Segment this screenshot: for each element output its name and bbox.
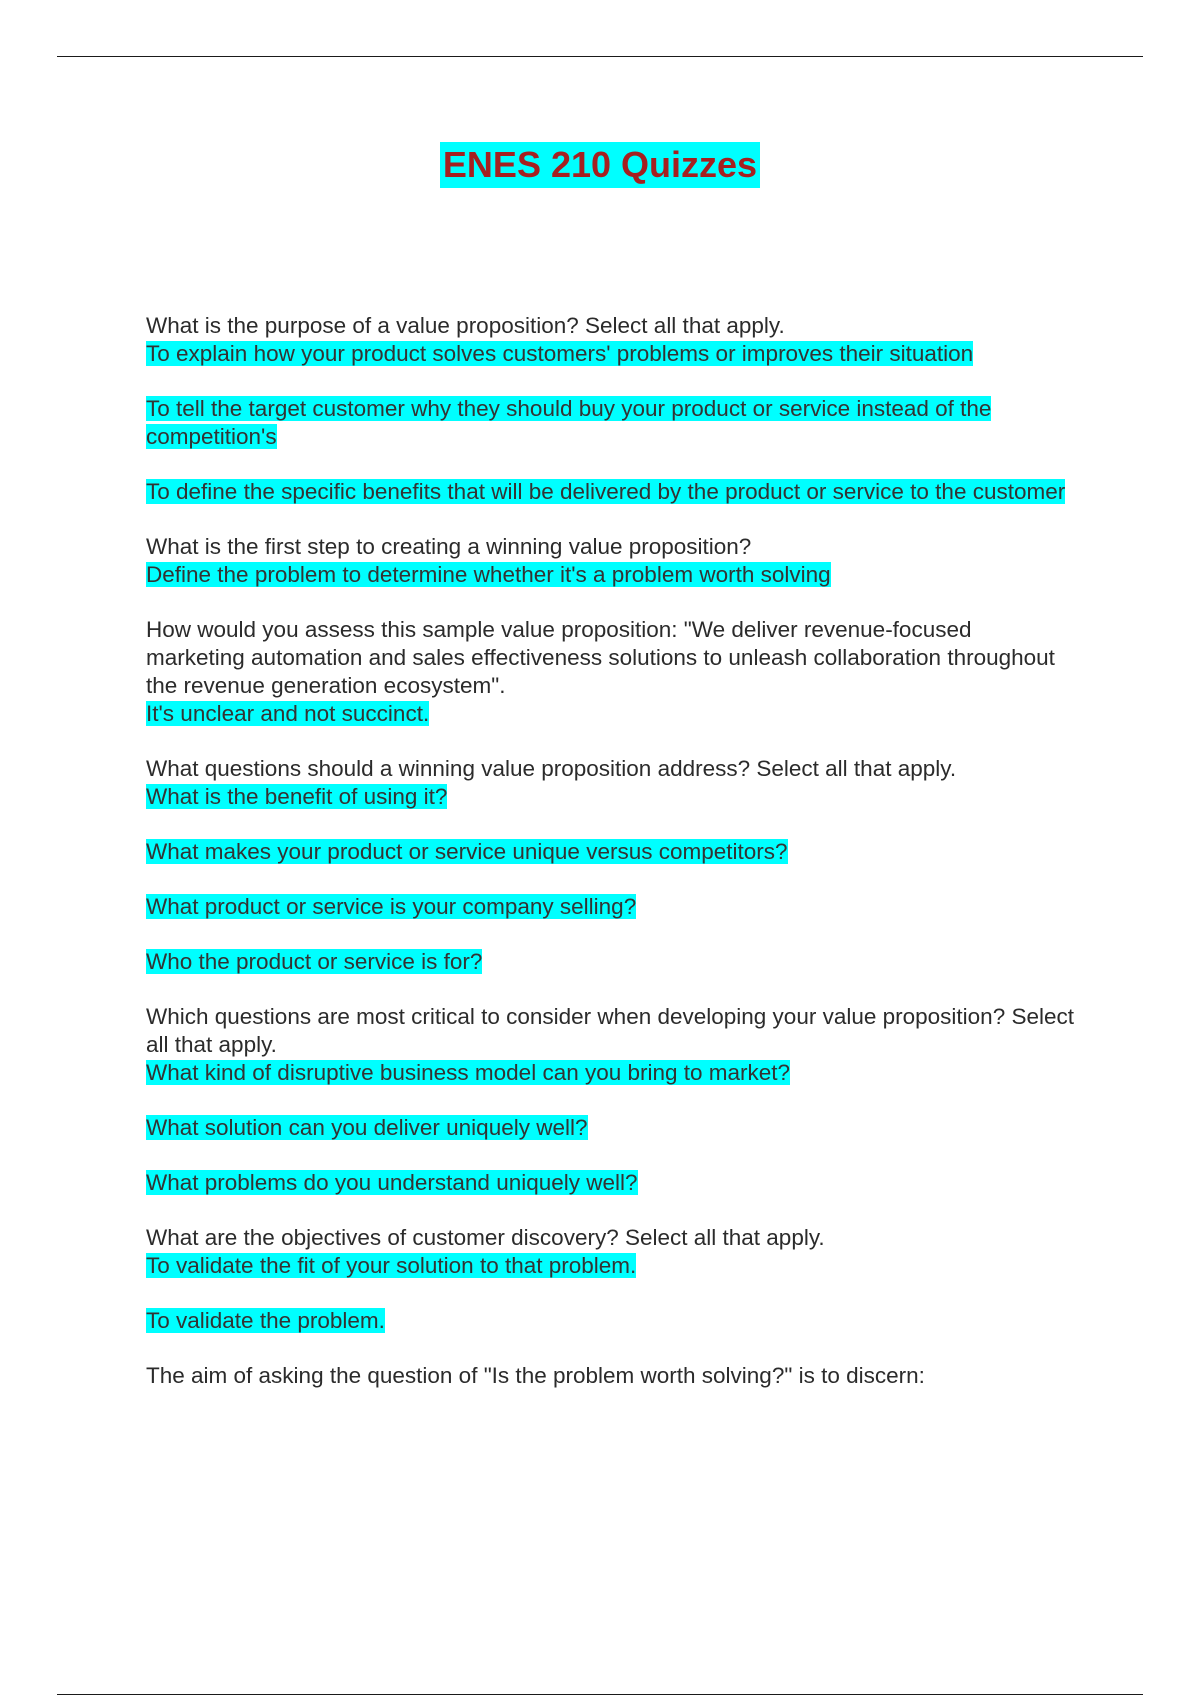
question-block — [146, 533, 1076, 589]
answer-item — [146, 1252, 1076, 1280]
question-block — [146, 1362, 1076, 1390]
answer-highlight: What problems do you understand uniquely well? — [146, 1170, 638, 1195]
answer-highlight: What solution can you deliver uniquely well? — [146, 1115, 588, 1140]
bottom-rule — [57, 1694, 1143, 1695]
question-text: Which questions are most critical to consider when developing your value proposition? Select all that apply. — [146, 1004, 1074, 1057]
answer-item — [146, 478, 1076, 506]
answer-highlight: What is the benefit of using it? — [146, 784, 448, 809]
question-text: What are the objectives of customer discovery? Select all that apply. — [146, 1225, 825, 1250]
answer-item — [146, 948, 1076, 976]
answer-highlight: What product or service is your company selling? — [146, 894, 637, 919]
answer-highlight: What makes your product or service unique versus competitors? — [146, 839, 788, 864]
page-title: ENES 210 Quizzes — [440, 142, 760, 188]
answer-item — [146, 1169, 1076, 1197]
answer-item — [146, 1307, 1076, 1335]
answer-item — [146, 893, 1076, 921]
answer-item — [146, 340, 1076, 368]
answer-item — [146, 561, 1076, 589]
answer-highlight: Define the problem to determine whether it's a problem worth solving — [146, 562, 831, 587]
answer-item — [146, 783, 1076, 811]
question-text: What questions should a winning value proposition address? Select all that apply. — [146, 756, 957, 781]
question-block — [146, 1224, 1076, 1335]
answer-highlight: Who the product or service is for? — [146, 949, 483, 974]
answer-highlight: To validate the problem. — [146, 1308, 385, 1333]
answer-highlight: To define the specific benefits that will be delivered by the product or service to the customer — [146, 479, 1066, 504]
question-text: The aim of asking the question of "Is the problem worth solving?" is to discern: — [146, 1363, 925, 1388]
answer-item — [146, 395, 1076, 451]
answer-item — [146, 838, 1076, 866]
question-block — [146, 1003, 1076, 1197]
answer-highlight: What kind of disruptive business model can you bring to market? — [146, 1060, 791, 1085]
title-block — [0, 142, 1200, 188]
top-rule — [57, 56, 1143, 57]
question-block — [146, 755, 1076, 976]
quiz-content — [146, 312, 1076, 1417]
answer-highlight: To validate the fit of your solution to that problem. — [146, 1253, 637, 1278]
answer-item — [146, 1114, 1076, 1142]
answer-item — [146, 700, 1076, 728]
answer-highlight: It's unclear and not succinct. — [146, 701, 430, 726]
question-block — [146, 312, 1076, 506]
question-text: How would you assess this sample value proposition: "We deliver revenue-focused marketing automation and sales effectiveness solutions to unleash collaboration throughout the revenue generation ecosystem". — [146, 617, 1055, 698]
question-text: What is the first step to creating a winning value proposition? — [146, 534, 752, 559]
answer-highlight: To tell the target customer why they should buy your product or service instead of the competition's — [146, 396, 992, 449]
question-block — [146, 616, 1076, 728]
answer-highlight: To explain how your product solves customers' problems or improves their situation — [146, 341, 974, 366]
answer-item — [146, 1059, 1076, 1087]
question-text: What is the purpose of a value proposition? Select all that apply. — [146, 313, 785, 338]
